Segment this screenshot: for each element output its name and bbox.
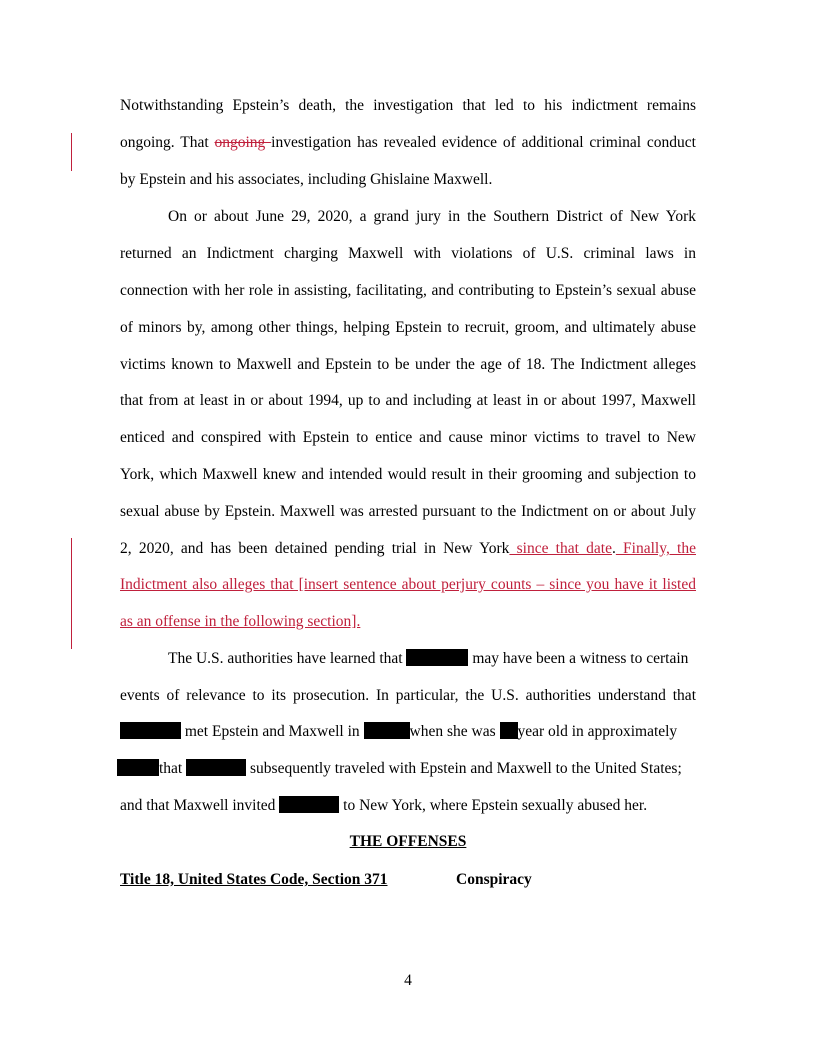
text-segment: year old in approximately <box>517 723 678 740</box>
text-segment: when she was <box>409 723 496 740</box>
body-line: by Epstein and his associates, including Ghislaine Maxwell. <box>120 171 493 188</box>
body-line: Notwithstanding Epstein’s death, the investigation that led to his indictment remains <box>120 97 696 114</box>
body-line: of minors by, among other things, helping Epstein to recruit, groom, and ultimately abuse <box>120 319 696 336</box>
body-line: York, which Maxwell knew and intended would result in their grooming and subjection to <box>120 466 696 483</box>
page-number: 4 <box>404 972 412 989</box>
redaction-box <box>406 649 468 666</box>
inserted-text: Finally, the <box>615 540 696 557</box>
body-line <box>120 539 696 559</box>
text-segment: The U.S. authorities have learned that <box>168 650 403 667</box>
body-line <box>168 649 696 669</box>
body-line: connection with her role in assisting, facilitating, and contributing to Epstein’s sexual abuse <box>120 282 696 299</box>
text-segment: subsequently traveled with Epstein and Maxwell to the United States; <box>250 760 682 777</box>
redaction-box <box>279 796 339 813</box>
inserted-line: as an offense in the following section]. <box>120 613 361 630</box>
statute-heading: Title 18, United States Code, Section 371 <box>120 871 388 888</box>
text-segment: . <box>611 540 616 557</box>
deleted-text: ongoing <box>214 134 272 151</box>
body-line: enticed and conspired with Epstein to entice and cause minor victims to travel to New <box>120 429 696 446</box>
section-heading: THE OFFENSES <box>349 833 467 850</box>
inserted-text: since that date <box>509 540 612 557</box>
change-bar <box>71 538 72 649</box>
redaction-box <box>117 759 159 776</box>
body-line: On or about June 29, 2020, a grand jury in the Southern District of New York <box>168 208 696 225</box>
redaction-box <box>364 722 410 739</box>
inserted-line: Indictment also alleges that [insert sentence about perjury counts – since you have it listed <box>120 576 696 593</box>
body-line <box>120 796 696 816</box>
body-line: sexual abuse by Epstein. Maxwell was arrested pursuant to the Indictment on or about July <box>120 503 696 520</box>
redaction-box <box>500 722 518 739</box>
text-segment: that <box>159 760 183 777</box>
body-line: victims known to Maxwell and Epstein to be under the age of 18. The Indictment alleges <box>120 356 696 373</box>
body-line <box>120 722 696 742</box>
redaction-box <box>120 722 181 739</box>
redaction-box <box>186 759 246 776</box>
text-segment: to New York, where Epstein sexually abused her. <box>343 797 648 814</box>
text-segment: and that Maxwell invited <box>120 797 276 814</box>
body-line <box>120 133 696 153</box>
text-segment: 2, 2020, and has been detained pending trial in New York <box>120 540 510 557</box>
change-bar <box>71 133 72 171</box>
body-line: that from at least in or about 1994, up to and including at least in or about 1997, Maxwell <box>120 392 696 409</box>
body-line: returned an Indictment charging Maxwell with violations of U.S. criminal laws in <box>120 245 696 262</box>
offense-name: Conspiracy <box>456 871 532 888</box>
body-line: events of relevance to its prosecution. In particular, the U.S. authorities understand that <box>120 687 696 704</box>
text-segment: investigation has revealed evidence of additional criminal conduct <box>271 134 696 151</box>
text-segment: may have been a witness to certain <box>472 650 689 667</box>
text-segment: ongoing. That <box>120 134 215 151</box>
body-line <box>117 759 697 779</box>
text-segment: met Epstein and Maxwell in <box>184 723 360 740</box>
